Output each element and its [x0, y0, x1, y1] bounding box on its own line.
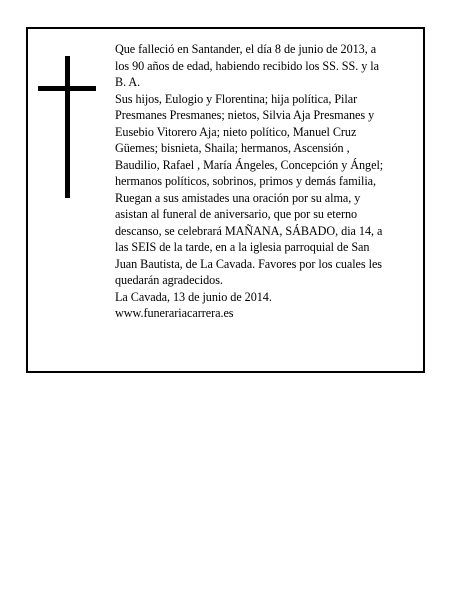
notice-line: Sus hijos, Eulogio y Florentina; hija política, Pilar: [115, 91, 358, 106]
notice-line: Güemes; bisnieta, Shaila; hermanos, Ascensión ,: [115, 141, 350, 155]
notice-line: Presmanes Presmanes; nietos, Silvia Aja Presmanes y: [115, 108, 375, 122]
cross-icon: [38, 56, 96, 198]
notice-line: asistan al funeral de aniversario, que por su eterno: [115, 207, 358, 221]
notice-text: [115, 41, 421, 322]
notice-line: Ruegan a sus amistades una oración por su alma, y: [115, 190, 361, 205]
notice-line: Eusebio Vitorero Aja; nieto político, Manuel Cruz: [115, 124, 357, 139]
website-link[interactable]: www.funerariacarrera.es: [115, 306, 234, 320]
notice-line: los 90 años de edad, habiendo recibido los SS. SS. y la: [115, 58, 379, 73]
notice-line: las SEIS de la tarde, en a la iglesia parroquial de San: [115, 240, 370, 254]
cross-horizontal-bar: [38, 86, 96, 91]
notice-line: quedarán agradecidos.: [115, 273, 223, 287]
obituary-notice: [26, 27, 425, 373]
notice-line: Juan Bautista, de La Cavada. Favores por los cuales les: [115, 256, 382, 271]
cross-vertical-bar: [65, 56, 70, 198]
notice-line: Baudilio, Rafael , María Ángeles, Concepción y Ángel;: [115, 157, 384, 172]
notice-line: hermanos políticos, sobrinos, primos y demás familia,: [115, 174, 377, 188]
notice-line: Que falleció en Santander, el día 8 de junio de 2013, a: [115, 42, 377, 56]
notice-line: La Cavada, 13 de junio de 2014.: [115, 289, 272, 304]
notice-line: B. A.: [115, 75, 141, 89]
notice-line: descanso, se celebrará MAÑANA, SÁBADO, dia 14, a: [115, 223, 383, 238]
